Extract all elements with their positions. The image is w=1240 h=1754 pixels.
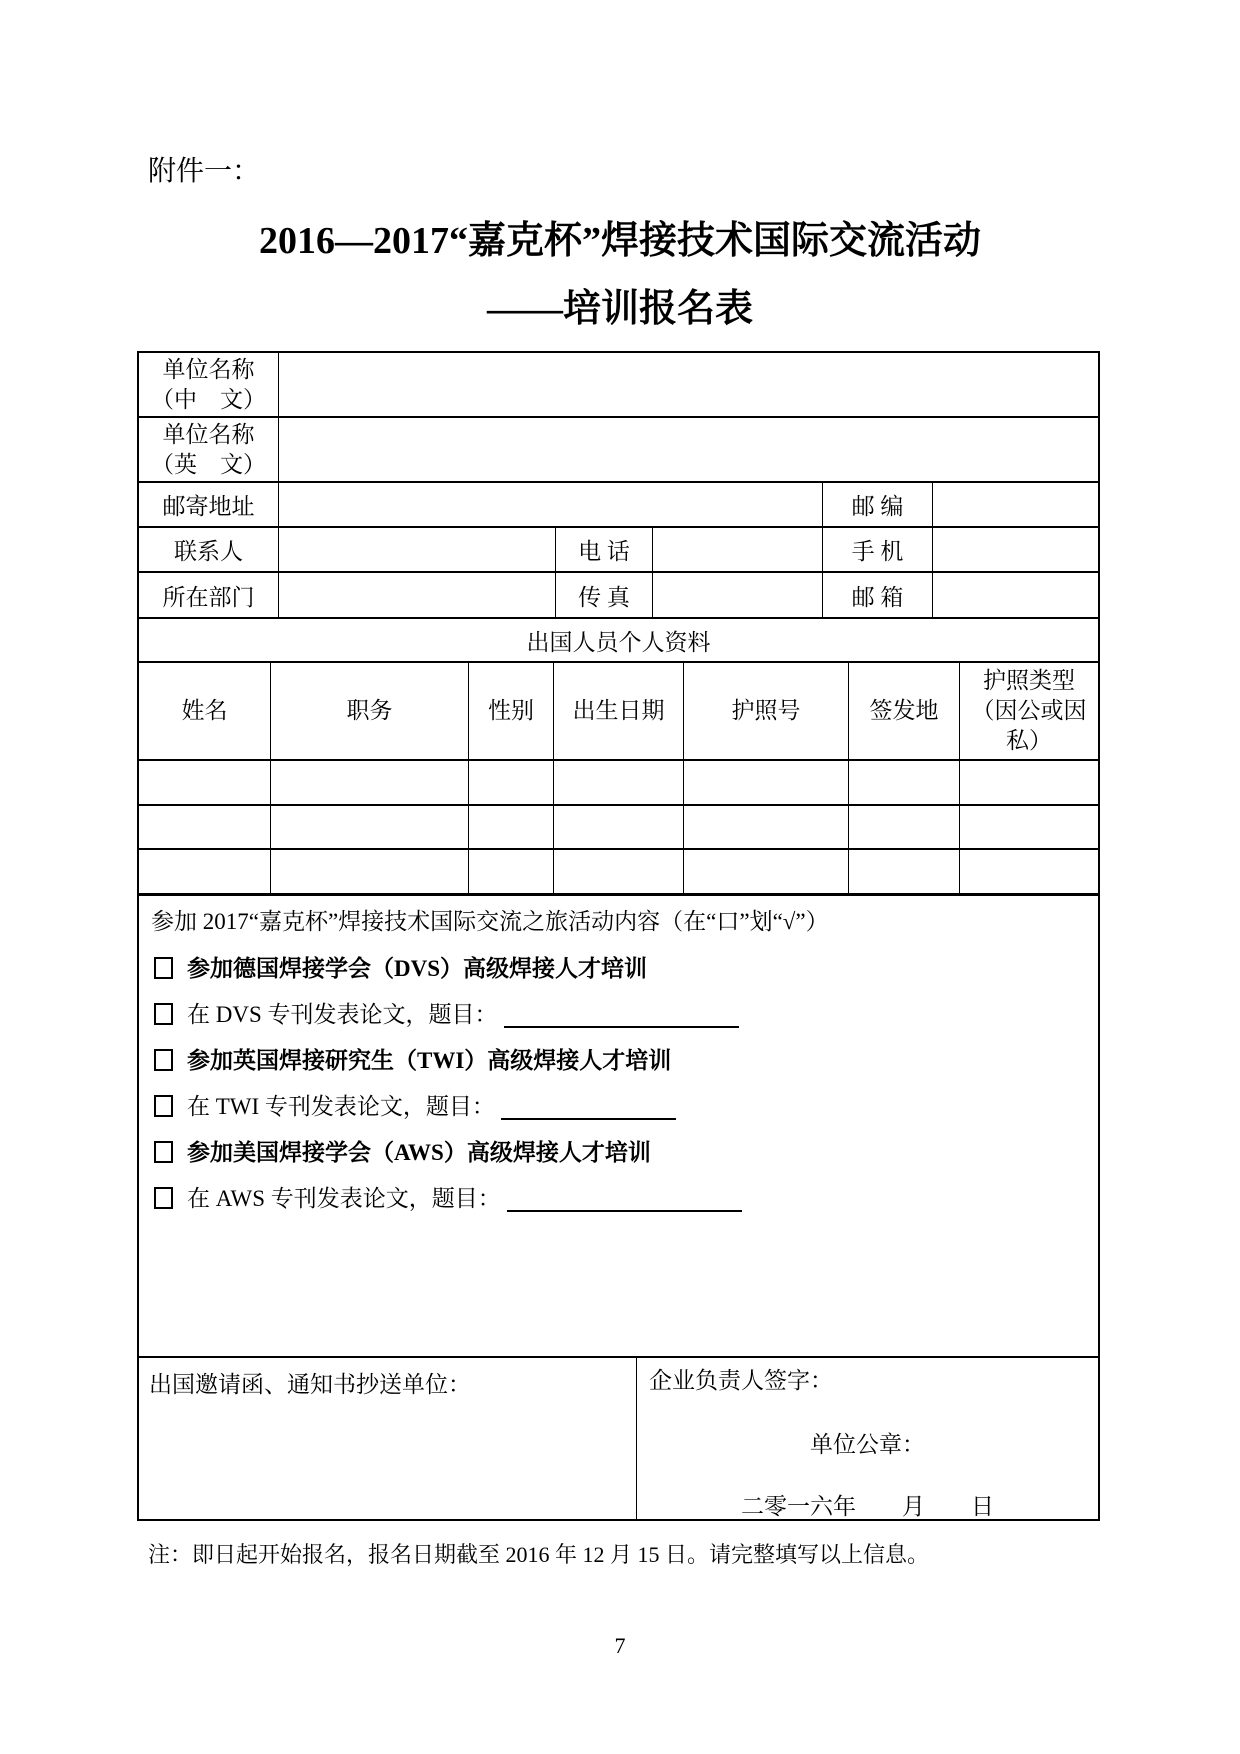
page-number: 7: [614, 1633, 626, 1658]
checkbox-icon[interactable]: [154, 1049, 173, 1071]
personal-entry-cell[interactable]: [139, 850, 271, 893]
personal-header-row: [139, 663, 1098, 761]
personal-section-title: 出国人员个人资料: [526, 629, 711, 655]
personal-entry-cell[interactable]: [554, 761, 684, 804]
activity-option-label: 在 DVS 专刊发表论文，题目：: [187, 1002, 498, 1027]
personal-entry-cell[interactable]: [271, 806, 469, 848]
form-row-contact: [139, 528, 1098, 573]
checkbox-icon[interactable]: [154, 1095, 173, 1117]
activity-option-label: 参加英国焊接研究生（TWI）高级焊接人才培训: [187, 1048, 672, 1073]
activity-option-twi-paper: [154, 1092, 1082, 1122]
personal-header-passport-no: 护照号: [684, 663, 849, 759]
personal-entry-cell[interactable]: [849, 761, 960, 804]
postal-code-input[interactable]: [933, 483, 1098, 526]
signer-label: 企业负责人签字：: [649, 1368, 833, 1393]
personal-entry-cell[interactable]: [271, 761, 469, 804]
checkbox-icon[interactable]: [154, 1141, 173, 1163]
personal-entry-row: [139, 761, 1098, 806]
cc-unit-label: 出国邀请函、通知书抄送单位：: [149, 1372, 471, 1397]
department-input[interactable]: [279, 573, 556, 617]
email-label: 邮 箱: [823, 573, 933, 617]
activity-option-label: 在 AWS 专刊发表论文，题目：: [187, 1186, 501, 1211]
personal-entry-row: [139, 806, 1098, 850]
form-row-personal-section: [139, 619, 1098, 663]
phone-label: 电 话: [556, 528, 653, 571]
checkbox-icon[interactable]: [154, 957, 173, 979]
footnote: 注：即日起开始报名，报名日期截至 2016 年 12 月 15 日。请完整填写以上信息。: [148, 1542, 930, 1567]
personal-entry-cell[interactable]: [554, 850, 684, 893]
activity-options-cell: [139, 896, 1098, 1356]
signature-row: [139, 1358, 1098, 1519]
form-row-org-en: [139, 418, 1098, 483]
paper-title-blank[interactable]: [507, 1190, 742, 1212]
activity-option-twi-training: [154, 1046, 1082, 1076]
fax-input[interactable]: [653, 573, 823, 617]
activity-option-dvs-training: [154, 954, 1082, 984]
org-name-cn-label-line2: （中 文）: [151, 386, 266, 412]
org-name-cn-label-line1: 单位名称: [162, 356, 255, 382]
personal-entry-cell[interactable]: [960, 761, 1098, 804]
activity-option-dvs-paper: [154, 1000, 1082, 1030]
personal-entry-cell[interactable]: [684, 806, 849, 848]
personal-header-position: 职务: [271, 663, 469, 759]
org-name-en-label-line2: （英 文）: [151, 451, 266, 477]
personal-header-gender: 性别: [469, 663, 554, 759]
personal-entry-row: [139, 850, 1098, 896]
paper-title-blank[interactable]: [504, 1006, 739, 1028]
registration-form-table: [137, 351, 1100, 1521]
mail-address-input[interactable]: [279, 483, 823, 526]
activity-option-label: 在 TWI 专刊发表论文，题目：: [187, 1094, 495, 1119]
personal-entry-cell[interactable]: [139, 761, 271, 804]
personal-entry-cell[interactable]: [849, 806, 960, 848]
personal-entry-cell[interactable]: [960, 806, 1098, 848]
fax-label: 传 真: [556, 573, 653, 617]
phone-input[interactable]: [653, 528, 823, 571]
personal-entry-cell[interactable]: [271, 850, 469, 893]
postal-code-label: 邮 编: [823, 483, 933, 526]
personal-header-birthdate: 出生日期: [554, 663, 684, 759]
personal-entry-cell[interactable]: [469, 761, 554, 804]
mobile-label: 手 机: [823, 528, 933, 571]
contact-label: 联系人: [139, 528, 279, 571]
date-line: 二零一六年 月 日: [741, 1494, 994, 1519]
form-row-mail-address: [139, 483, 1098, 528]
form-row-org-cn: [139, 353, 1098, 418]
department-label: 所在部门: [139, 573, 279, 617]
attachment-label: 附件一：: [148, 156, 261, 187]
personal-entry-cell[interactable]: [684, 761, 849, 804]
org-name-en-input[interactable]: [279, 418, 1098, 481]
personal-entry-cell[interactable]: [849, 850, 960, 893]
org-name-cn-label: [139, 353, 279, 416]
email-input[interactable]: [933, 573, 1098, 617]
mail-address-label: 邮寄地址: [139, 483, 279, 526]
personal-entry-cell[interactable]: [469, 850, 554, 893]
personal-header-issue-place: 签发地: [849, 663, 960, 759]
personal-entry-cell[interactable]: [469, 806, 554, 848]
checkbox-icon[interactable]: [154, 1187, 173, 1209]
org-name-cn-input[interactable]: [279, 353, 1098, 416]
activity-option-aws-training: [154, 1138, 1082, 1168]
activity-option-label: 参加德国焊接学会（DVS）高级焊接人才培训: [187, 956, 648, 981]
doc-subtitle: ——培训报名表: [486, 288, 753, 330]
org-name-en-label: [139, 418, 279, 481]
org-name-en-label-line1: 单位名称: [162, 421, 255, 447]
contact-input[interactable]: [279, 528, 556, 571]
cc-unit-cell[interactable]: [139, 1358, 637, 1519]
activity-row: [139, 896, 1098, 1358]
personal-entry-cell[interactable]: [684, 850, 849, 893]
activity-option-label: 参加美国焊接学会（AWS）高级焊接人才培训: [187, 1140, 651, 1165]
personal-header-name: 姓名: [139, 663, 271, 759]
personal-entry-cell[interactable]: [554, 806, 684, 848]
personal-header-passport-type: 护照类型（因公或因私）: [971, 668, 1087, 753]
form-row-department: [139, 573, 1098, 619]
paper-title-blank[interactable]: [501, 1098, 676, 1120]
doc-title: 2016—2017“嘉克杯”焊接技术国际交流活动: [258, 220, 981, 262]
activity-option-aws-paper: [154, 1184, 1082, 1214]
personal-entry-cell[interactable]: [960, 850, 1098, 893]
activity-intro: 参加 2017“嘉克杯”焊接技术国际交流之旅活动内容（在“口”划“√”）: [151, 909, 829, 934]
seal-label: 单位公章：: [810, 1432, 925, 1457]
mobile-input[interactable]: [933, 528, 1098, 571]
checkbox-icon[interactable]: [154, 1003, 173, 1025]
signature-cell[interactable]: [637, 1358, 1098, 1519]
personal-entry-cell[interactable]: [139, 806, 271, 848]
